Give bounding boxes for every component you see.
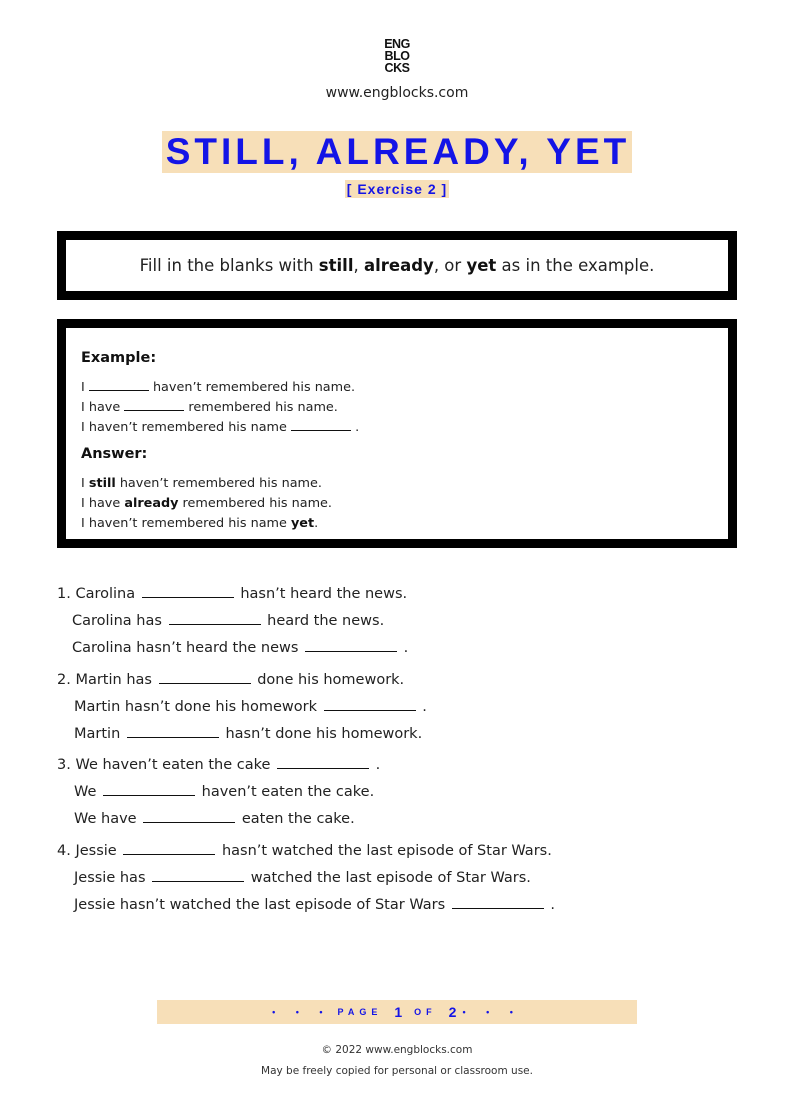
answer-blank[interactable] <box>127 736 219 738</box>
license-note: May be freely copied for personal or classroom use. <box>261 1065 533 1077</box>
question-text: Martin hasn’t done his homework <box>74 699 317 715</box>
answer-blank[interactable] <box>103 794 195 796</box>
page-indicator <box>157 1000 637 1024</box>
question-text: hasn’t heard the news. <box>240 586 408 602</box>
question-text: Carolina <box>75 586 136 602</box>
question-text: We haven’t eaten the cake <box>75 757 271 773</box>
answer-word: already <box>124 496 179 511</box>
question-3-line-1 <box>57 757 380 773</box>
answer-word: still <box>88 476 116 491</box>
question-text: . <box>550 897 555 913</box>
answer-blank[interactable] <box>452 907 544 909</box>
of-word: OF <box>414 1007 437 1017</box>
instr-part: as in the example. <box>496 256 655 275</box>
answer-line <box>81 496 332 511</box>
answer-text: I <box>81 476 89 491</box>
answer-blank[interactable] <box>169 623 261 625</box>
question-text: Martin <box>74 726 121 742</box>
answer-line <box>81 516 318 531</box>
page-word: PAGE <box>337 1007 383 1017</box>
question-text: We have <box>74 811 137 827</box>
question-text: hasn’t done his homework. <box>225 726 423 742</box>
question-text: Martin has <box>75 672 152 688</box>
question-text: hasn’t watched the last episode of Star Wars. <box>221 843 552 859</box>
question-text: Jessie <box>75 843 117 859</box>
question-text: Carolina has <box>72 613 162 629</box>
page-number: 1 <box>394 1004 403 1020</box>
question-text: We <box>74 784 97 800</box>
question-text: . <box>422 699 427 715</box>
answer-blank[interactable] <box>159 682 251 684</box>
example-blank <box>124 409 184 411</box>
question-text: watched the last episode of Star Wars. <box>250 870 531 886</box>
question-2-line-3 <box>74 726 422 742</box>
instr-part: , or <box>433 256 467 275</box>
question-1-line-3 <box>72 640 408 656</box>
instr-word-still: still <box>318 256 354 275</box>
question-1-line-2 <box>72 613 384 629</box>
question-text: haven’t eaten the cake. <box>201 784 375 800</box>
page-title: STILL, ALREADY, YET <box>162 131 633 173</box>
question-text: eaten the cake. <box>241 811 355 827</box>
logo-line: CKS <box>384 61 410 75</box>
question-4-line-3 <box>74 897 555 913</box>
question-4-line-2 <box>74 870 531 886</box>
answer-text: haven’t remembered his name. <box>115 476 322 491</box>
decorative-dots: • • • <box>462 1007 522 1017</box>
instructions-text <box>140 256 655 275</box>
question-4-line-1 <box>57 843 552 859</box>
question-2-line-1 <box>57 672 404 688</box>
answer-blank[interactable] <box>152 880 244 882</box>
question-number: 4. <box>57 843 71 859</box>
engblocks-logo <box>0 38 794 74</box>
question-number: 1. <box>57 586 71 602</box>
example-text: I have <box>81 400 121 415</box>
answer-text: I have <box>81 496 125 511</box>
instr-word-already: already <box>363 256 434 275</box>
example-heading: Example: <box>81 350 157 366</box>
answer-text: I haven’t remembered his name <box>81 516 291 531</box>
instr-part: Fill in the blanks with <box>139 256 319 275</box>
page-total: 2 <box>448 1004 457 1020</box>
instr-part: , <box>353 256 364 275</box>
logo-line: ENG <box>384 37 410 51</box>
question-text: heard the news. <box>267 613 385 629</box>
example-line <box>81 420 359 435</box>
example-blank <box>291 429 351 431</box>
answer-blank[interactable] <box>142 596 234 598</box>
answer-text: . <box>314 516 319 531</box>
answer-blank[interactable] <box>143 821 235 823</box>
example-text: . <box>355 420 360 435</box>
question-text: . <box>375 757 381 773</box>
question-text: done his homework. <box>257 672 405 688</box>
example-box <box>57 319 737 548</box>
instr-word-yet: yet <box>466 256 497 275</box>
question-text: Jessie has <box>74 870 146 886</box>
question-text: Carolina hasn’t heard the news <box>72 640 299 656</box>
example-text: haven’t remembered his name. <box>152 380 356 395</box>
question-text: . <box>403 640 409 656</box>
question-number: 2. <box>57 672 71 688</box>
answer-blank[interactable] <box>324 709 416 711</box>
copyright: © 2022 www.engblocks.com <box>321 1044 473 1056</box>
question-text: Jessie hasn’t watched the last episode of Star Wars <box>74 897 446 913</box>
question-number: 3. <box>57 757 71 773</box>
answer-blank[interactable] <box>277 767 369 769</box>
question-2-line-2 <box>74 699 427 715</box>
example-blank <box>89 389 149 391</box>
answer-word: yet <box>290 516 315 531</box>
question-3-line-2 <box>74 784 374 800</box>
site-url: www.engblocks.com <box>325 85 469 101</box>
question-3-line-3 <box>74 811 355 827</box>
question-1-line-1 <box>57 586 407 602</box>
answer-line <box>81 476 322 491</box>
decorative-dots: • • • <box>272 1007 332 1017</box>
answer-heading: Answer: <box>81 446 148 462</box>
answer-blank[interactable] <box>123 853 215 855</box>
exercise-label: [ Exercise 2 ] <box>346 181 448 197</box>
example-text: remembered his name. <box>188 400 338 415</box>
example-line <box>81 400 338 415</box>
example-line <box>81 380 355 395</box>
subtitle-wrap <box>0 179 794 198</box>
logo-line: BLO <box>384 49 410 63</box>
instructions-box <box>57 231 737 300</box>
example-text: I <box>81 380 85 395</box>
example-text: I haven’t remembered his name <box>81 420 287 435</box>
answer-blank[interactable] <box>305 650 397 652</box>
title-wrap <box>0 131 794 173</box>
answer-text: remembered his name. <box>178 496 332 511</box>
